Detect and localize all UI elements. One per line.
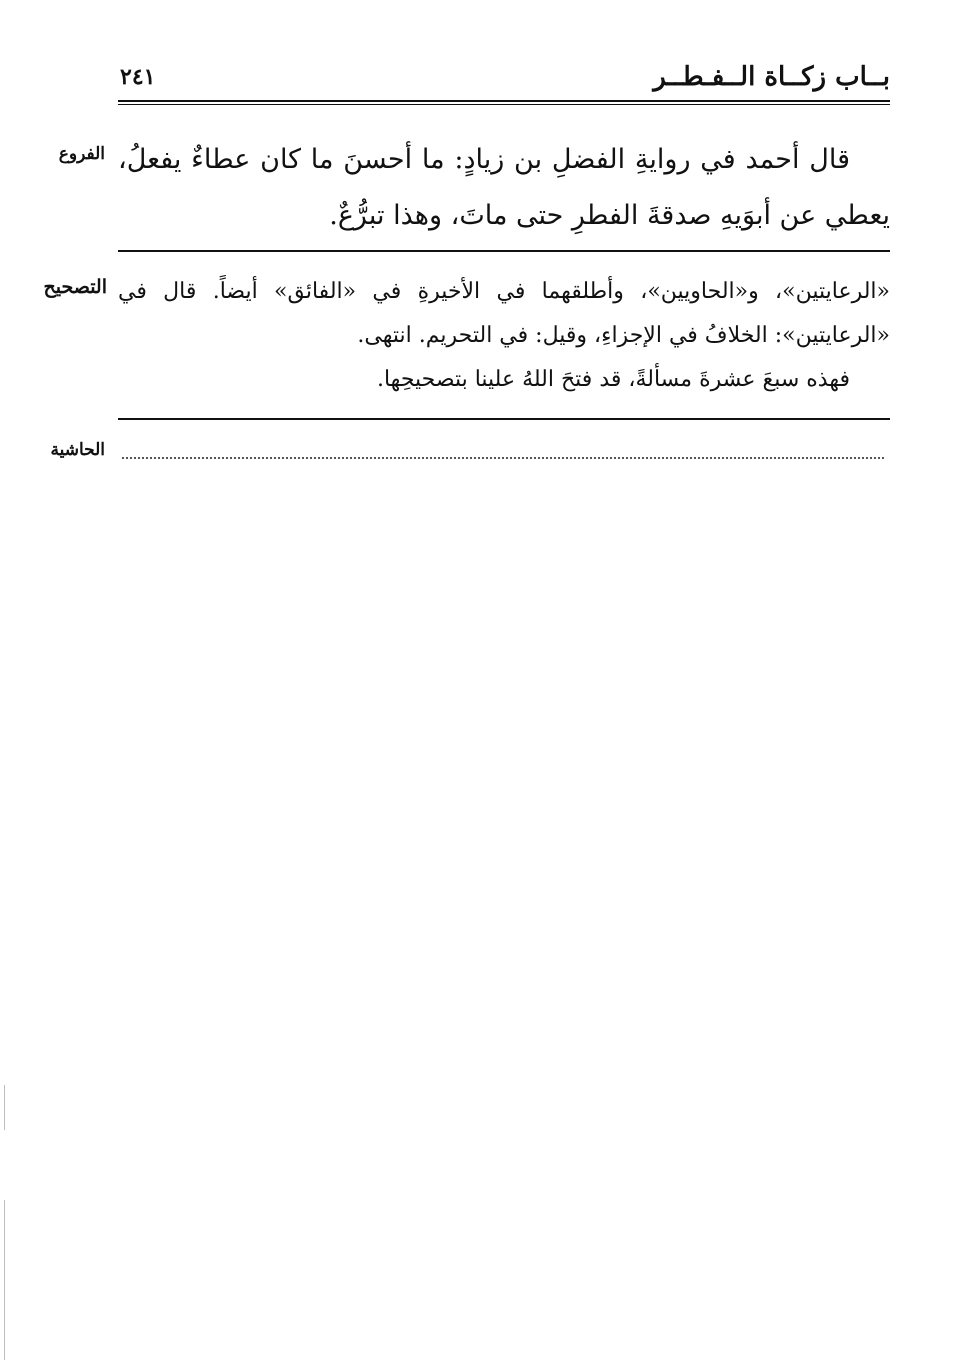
scan-edge-mark <box>4 1085 5 1130</box>
furu-margin-label: الفروع <box>58 144 105 164</box>
furu-paragraph: قال أحمد في روايةِ الفضلِ بن زيادٍ: ما أحسنَ ما كان عطاءٌ يفعلُ، يعطي عن أبوَيهِ صدقةَ الفطرِ حتى ماتَ، وهذا تبرُّعٌ. <box>118 144 890 231</box>
tashih-paragraph-2: فهذه سبعَ عشرةَ مسألةً، قد فتحَ اللهُ علينا بتصحيحِها. <box>376 367 850 392</box>
section-divider-furu <box>118 250 890 252</box>
tashih-margin-label: التصحيح <box>43 276 107 298</box>
tashih-paragraph-1: «الرعايتين»، و«الحاويين»، وأطلقهما في الأخيرةِ في «الفائق» أيضاً. قال في «الرعايتين»: الخلافُ في الإجزاءِ، وقيل: في التحريم. انتهى. <box>118 279 890 348</box>
header-rule <box>118 100 890 102</box>
furu-section <box>118 132 890 244</box>
tashih-section <box>118 270 890 402</box>
header-rule-thin <box>118 104 890 105</box>
hashia-dotted-line <box>122 457 884 459</box>
page-number: ٢٤١ <box>120 64 156 90</box>
page-header <box>118 62 890 98</box>
running-title: بــاب زكــاة الــفـطــر <box>653 62 890 92</box>
hashia-margin-label: الحاشية <box>50 440 105 460</box>
scan-edge-mark-lower <box>4 1200 5 1360</box>
section-divider-tashih <box>118 418 890 420</box>
